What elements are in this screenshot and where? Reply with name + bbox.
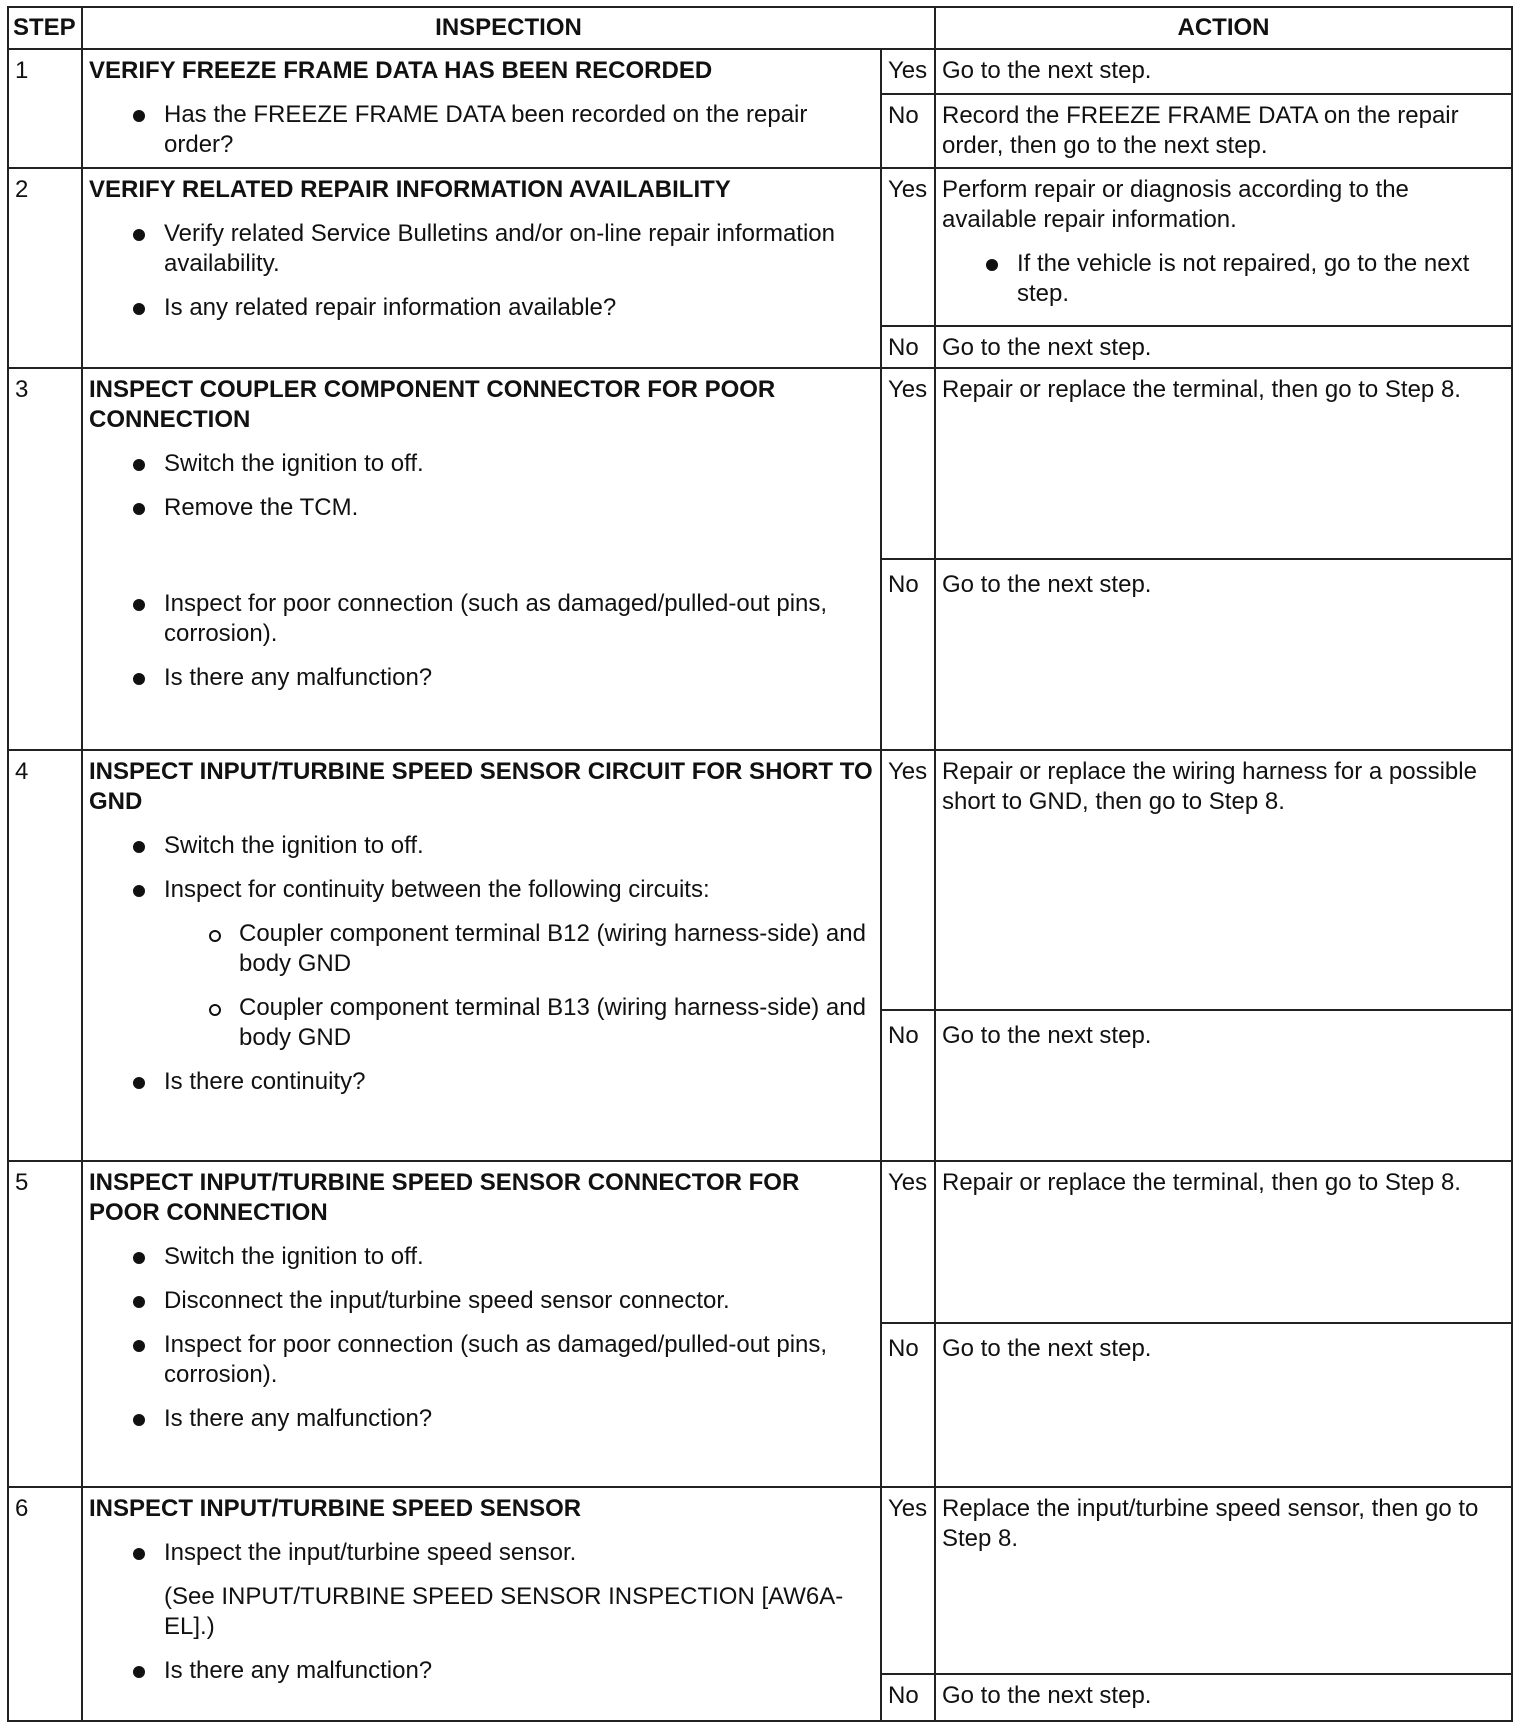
inspection-note: (See INPUT/TURBINE SPEED SENSOR INSPECTION [AW6A-EL].): [164, 1582, 844, 1640]
inspection-item: Inspect for poor connection (such as damaged/pulled-out pins, corrosion).: [89, 589, 874, 649]
yes-label: Yes: [881, 49, 935, 93]
inspection-item: Verify related Service Bulletins and/or on-line repair information availability.: [89, 219, 874, 279]
no-label: No: [881, 1010, 935, 1161]
no-action: Go to the next step.: [935, 1323, 1512, 1486]
inspection-item: Is there any malfunction?: [89, 663, 874, 693]
yes-action: [935, 168, 1512, 325]
yes-action: Repair or replace the terminal, then go to Step 8.: [935, 1161, 1512, 1323]
step-title: INSPECT INPUT/TURBINE SPEED SENSOR CONNECTOR FOR POOR CONNECTION: [89, 1169, 800, 1227]
yes-action: Repair or replace the wiring harness for a possible short to GND, then go to Step 8.: [935, 750, 1512, 1009]
inspection-item: Inspect for poor connection (such as damaged/pulled-out pins, corrosion).: [89, 1330, 874, 1390]
step-number: 2: [8, 168, 82, 368]
step-2-inspection: [82, 168, 881, 368]
step-5-inspection: [82, 1161, 881, 1487]
no-action: Go to the next step.: [935, 1674, 1512, 1721]
diagnostic-procedure-sheet: [7, 6, 1511, 1722]
yes-action: Go to the next step.: [935, 49, 1512, 93]
inspection-item: Disconnect the input/turbine speed sensor connector.: [89, 1286, 874, 1316]
inspection-item: Is there continuity?: [89, 1067, 874, 1097]
yes-action-subitem: If the vehicle is not repaired, go to the next step.: [942, 249, 1505, 309]
no-action: Go to the next step.: [935, 559, 1512, 751]
step-4-yes-row: [8, 750, 1512, 1009]
no-label: No: [881, 1323, 935, 1486]
inspection-item: Is there any malfunction?: [89, 1404, 874, 1434]
yes-action: Repair or replace the terminal, then go to Step 8.: [935, 368, 1512, 559]
inspection-subitem: Coupler component terminal B13 (wiring harness-side) and body GND: [89, 993, 874, 1053]
step-title: INSPECT INPUT/TURBINE SPEED SENSOR CIRCUIT FOR SHORT TO GND: [89, 758, 873, 816]
step-number: 6: [8, 1487, 82, 1721]
inspection-item: Is there any malfunction?: [89, 1656, 874, 1686]
inspection-item: Switch the ignition to off.: [89, 831, 874, 861]
yes-label: Yes: [881, 168, 935, 325]
step-5-yes-row: [8, 1161, 1512, 1323]
inspection-item: Inspect the input/turbine speed sensor.: [89, 1538, 874, 1568]
header-step: STEP: [8, 7, 82, 49]
step-title: VERIFY RELATED REPAIR INFORMATION AVAILABILITY: [89, 176, 731, 204]
step-3-yes-row: [8, 368, 1512, 559]
no-action: Go to the next step.: [935, 1010, 1512, 1161]
diagnostic-table: [7, 6, 1513, 1722]
step-6-inspection: [82, 1487, 881, 1721]
step-title: INSPECT INPUT/TURBINE SPEED SENSOR: [89, 1494, 582, 1522]
yes-label: Yes: [881, 1487, 935, 1675]
inspection-item: Switch the ignition to off.: [89, 1242, 874, 1272]
step-title: INSPECT COUPLER COMPONENT CONNECTOR FOR POOR CONNECTION: [89, 376, 776, 434]
yes-label: Yes: [881, 750, 935, 1009]
no-action: Go to the next step.: [935, 326, 1512, 368]
inspection-item: Has the FREEZE FRAME DATA been recorded on the repair order?: [89, 100, 874, 160]
inspection-item: Is any related repair information available?: [89, 293, 874, 323]
no-label: No: [881, 559, 935, 751]
no-label: No: [881, 326, 935, 368]
step-number: 3: [8, 368, 82, 750]
inspection-item: Inspect for continuity between the following circuits:: [89, 875, 874, 905]
step-2-yes-row: [8, 168, 1512, 325]
header-action: ACTION: [935, 7, 1512, 49]
header-inspection: INSPECTION: [82, 7, 935, 49]
step-4-inspection: [82, 750, 881, 1161]
no-action: Record the FREEZE FRAME DATA on the repair order, then go to the next step.: [935, 94, 1512, 169]
step-1-yes-row: [8, 49, 1512, 93]
no-label: No: [881, 94, 935, 169]
step-3-inspection: [82, 368, 881, 750]
yes-action: Replace the input/turbine speed sensor, then go to Step 8.: [935, 1487, 1512, 1675]
no-label: No: [881, 1674, 935, 1721]
step-title: VERIFY FREEZE FRAME DATA HAS BEEN RECORDED: [89, 57, 713, 85]
step-number: 1: [8, 49, 82, 168]
inspection-item: Remove the TCM.: [89, 493, 874, 523]
inspection-item: Switch the ignition to off.: [89, 449, 874, 479]
yes-label: Yes: [881, 368, 935, 559]
yes-label: Yes: [881, 1161, 935, 1323]
step-number: 5: [8, 1161, 82, 1487]
step-6-yes-row: [8, 1487, 1512, 1675]
step-number: 4: [8, 750, 82, 1161]
header-row: [8, 7, 1512, 49]
inspection-subitem: Coupler component terminal B12 (wiring harness-side) and body GND: [89, 919, 874, 979]
step-1-inspection: [82, 49, 881, 168]
yes-action-text: Perform repair or diagnosis according to the available repair information.: [942, 176, 1409, 234]
